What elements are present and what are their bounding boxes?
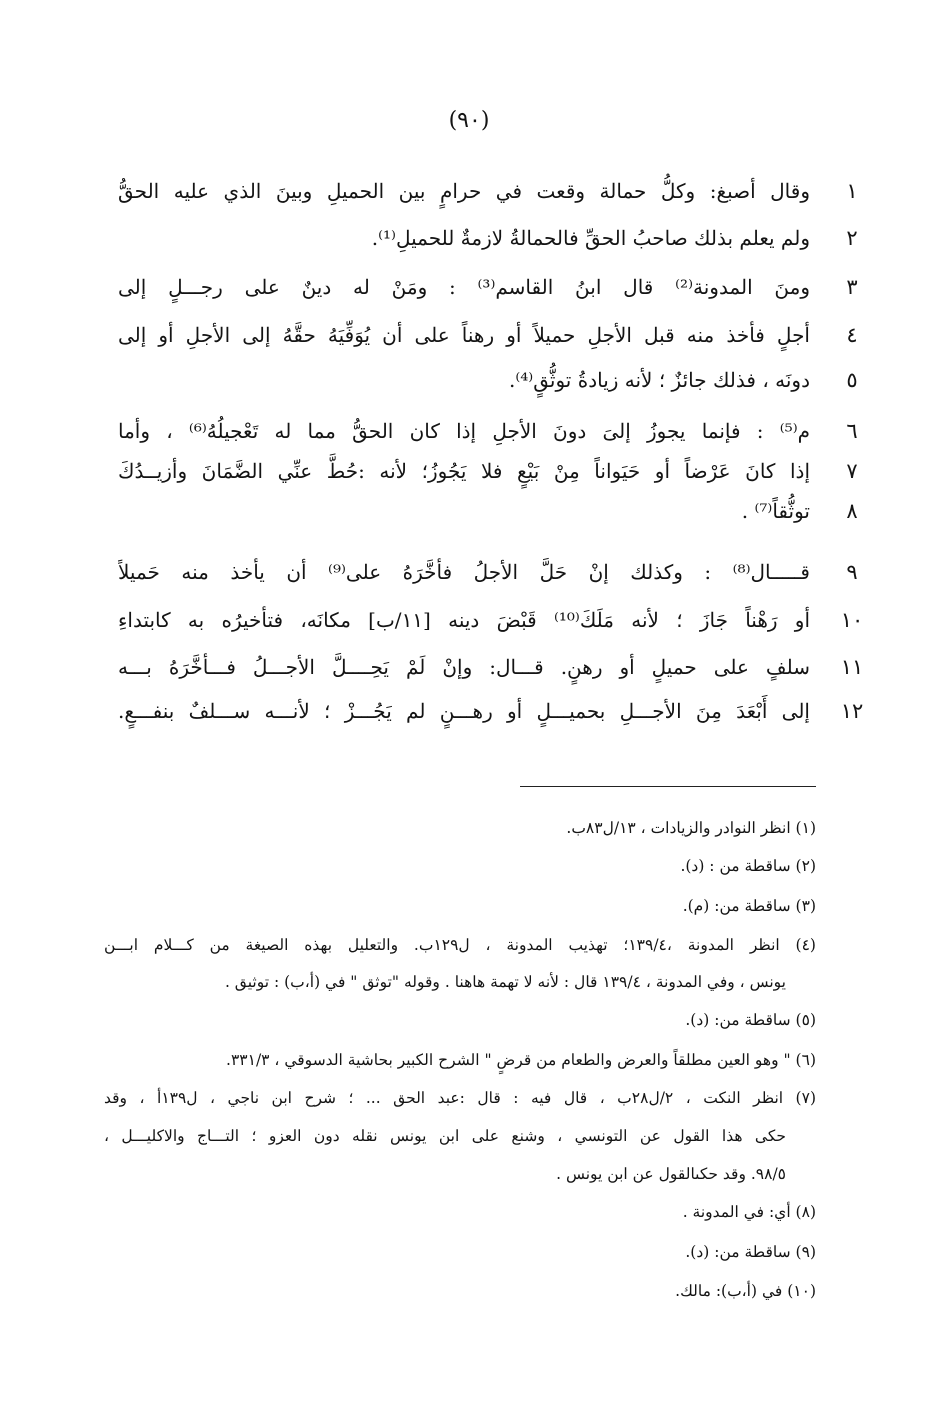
line-number: ٥ (846, 368, 858, 392)
text-line: أو رَهْناً جَازَ ؛ لأنه مَلَكَ⁽¹⁰⁾ قَبْضَ دينه [١١/ب] مكانَه، فتأخيرُه به كابتداءِ (118, 608, 810, 632)
line-number: ٢ (846, 226, 858, 250)
line-number: ١١ (840, 655, 864, 679)
text-line: توثُّقاً⁽⁷⁾ . (741, 499, 810, 523)
text-line: إلى أَبْعَدَ مِنَ الأجـــلِ بحميـــلٍ أو رهـــنٍ لم يَجُـــزْ ؛ لأنـــه ســـلفٌ بنفـــعٍ. (118, 699, 810, 723)
text-line: سلفٍ على حميلٍ أو رهنٍ. قـــال: وإنْ لَمْ يَحِــــلَّ الأجـــلُ فـــأخَّرَهُ بـــه (118, 655, 810, 679)
text-line: دونَه ، فذلك جائزٌ ؛ لأنه زيادةُ توثُّقٍ⁽⁴⁾. (508, 368, 810, 392)
line-number: ٣ (846, 275, 858, 299)
footnote: (٣) ساقطة من: (م). (682, 897, 816, 915)
line-number: ١ (846, 179, 858, 203)
footnote-continuation: حكى هذا القول عن التونسي ، وشنع على ابن يونس نقله دون العزو ؛ التـــاج والاكليـــل ، (104, 1127, 786, 1145)
footnote: (١) انظر النوادر والزيادات ، ١٣/ل٨٣ب. (566, 819, 816, 837)
text-line: ومنَ المدونة⁽²⁾ قال ابنُ القاسم⁽³⁾ : ومَنْ له دينٌ على رجـــلٍ إلى (118, 275, 810, 299)
footnote: (٢) ساقطة من : (د). (680, 857, 816, 875)
line-number: ١٠ (840, 608, 864, 632)
text-line: أجلٍ فأخذ منه قبل الأجلِ حميلاً أو رهناً على أن يُوَفِّيَهُ حقَّهُ إلى الأجلِ أو إلى (118, 323, 810, 347)
line-number: ١٢ (840, 699, 864, 723)
text-line: وقال أصبغ: وكلُّ حمالة وقعت في حرامٍ بين الحميلِ وبينَ الذي عليه الحقُّ (118, 179, 810, 203)
footnote: (١٠) في (أ،ب): مالك. (675, 1282, 816, 1300)
text-line: ولم يعلم بذلك صاحبُ الحقِّ فالحمالةُ لازمةٌ للحميلِ⁽¹⁾. (371, 226, 810, 250)
line-number: ٤ (846, 323, 858, 347)
line-number: ٩ (846, 560, 858, 584)
footnote: (٩) ساقطة من: (د). (685, 1243, 816, 1261)
footnote: (٨) أي: في المدونة . (682, 1203, 816, 1221)
footnote-continuation: يونس ، وفي المدونة ، ١٣٩/٤ قال : لأنه لا تهمة هاهنا . وقوله "توثق " في (أ،ب) : توثيق . (224, 973, 786, 991)
footnote: (٤) انظر المدونة ،١٣٩/٤؛ تهذيب المدونة ، ل١٢٩ب. والتعليل بهذه الصيغة من كـــلام ابـــن (104, 936, 816, 954)
footnote-divider (520, 786, 816, 787)
footnote-continuation: ٩٨/٥. وقد حكىالقول عن ابن يونس . (556, 1165, 786, 1183)
text-line: إذا كانَ عَرْضاً أو حَيَواناً مِنْ بَيْعٍ فلا يَجُوزُ؛ لأنه :حُطَّ عنِّي الضَّمَانَ وأزيــدُكَ (118, 459, 810, 483)
footnote: (٧) انظر النكت ، ٢/ل٢٨ب ، قال فيه : قال :عبد الحق ... ؛ شرح ابن ناجي ، ل١٣٩أ ، وقد (104, 1089, 816, 1107)
text-line: م⁽⁵⁾ : فإنما يجوزُ إلىَ دونَ الأجلِ إذا كان الحقُّ مما له تَعْجيلُهُ⁽⁶⁾ ، وأما (118, 419, 810, 443)
footnote: (٥) ساقطة من: (د). (685, 1011, 816, 1029)
text-line: قـــــال⁽⁸⁾ : وكذلك إنْ حَلَّ الأجلُ فأخَّرَهُ على⁽⁹⁾ أن يأخذ منه حَميلاً (118, 560, 810, 584)
line-number: ٧ (846, 459, 858, 483)
footnote: (٦) " وهو العين مطلقاً والعرض والطعام من قرضٍ " الشرح الكبير بحاشية الدسوقي ، ٣٣١/٣. (226, 1051, 816, 1069)
line-number: ٦ (846, 419, 858, 443)
page-number: (٩٠) (448, 108, 490, 133)
line-number: ٨ (846, 499, 858, 523)
